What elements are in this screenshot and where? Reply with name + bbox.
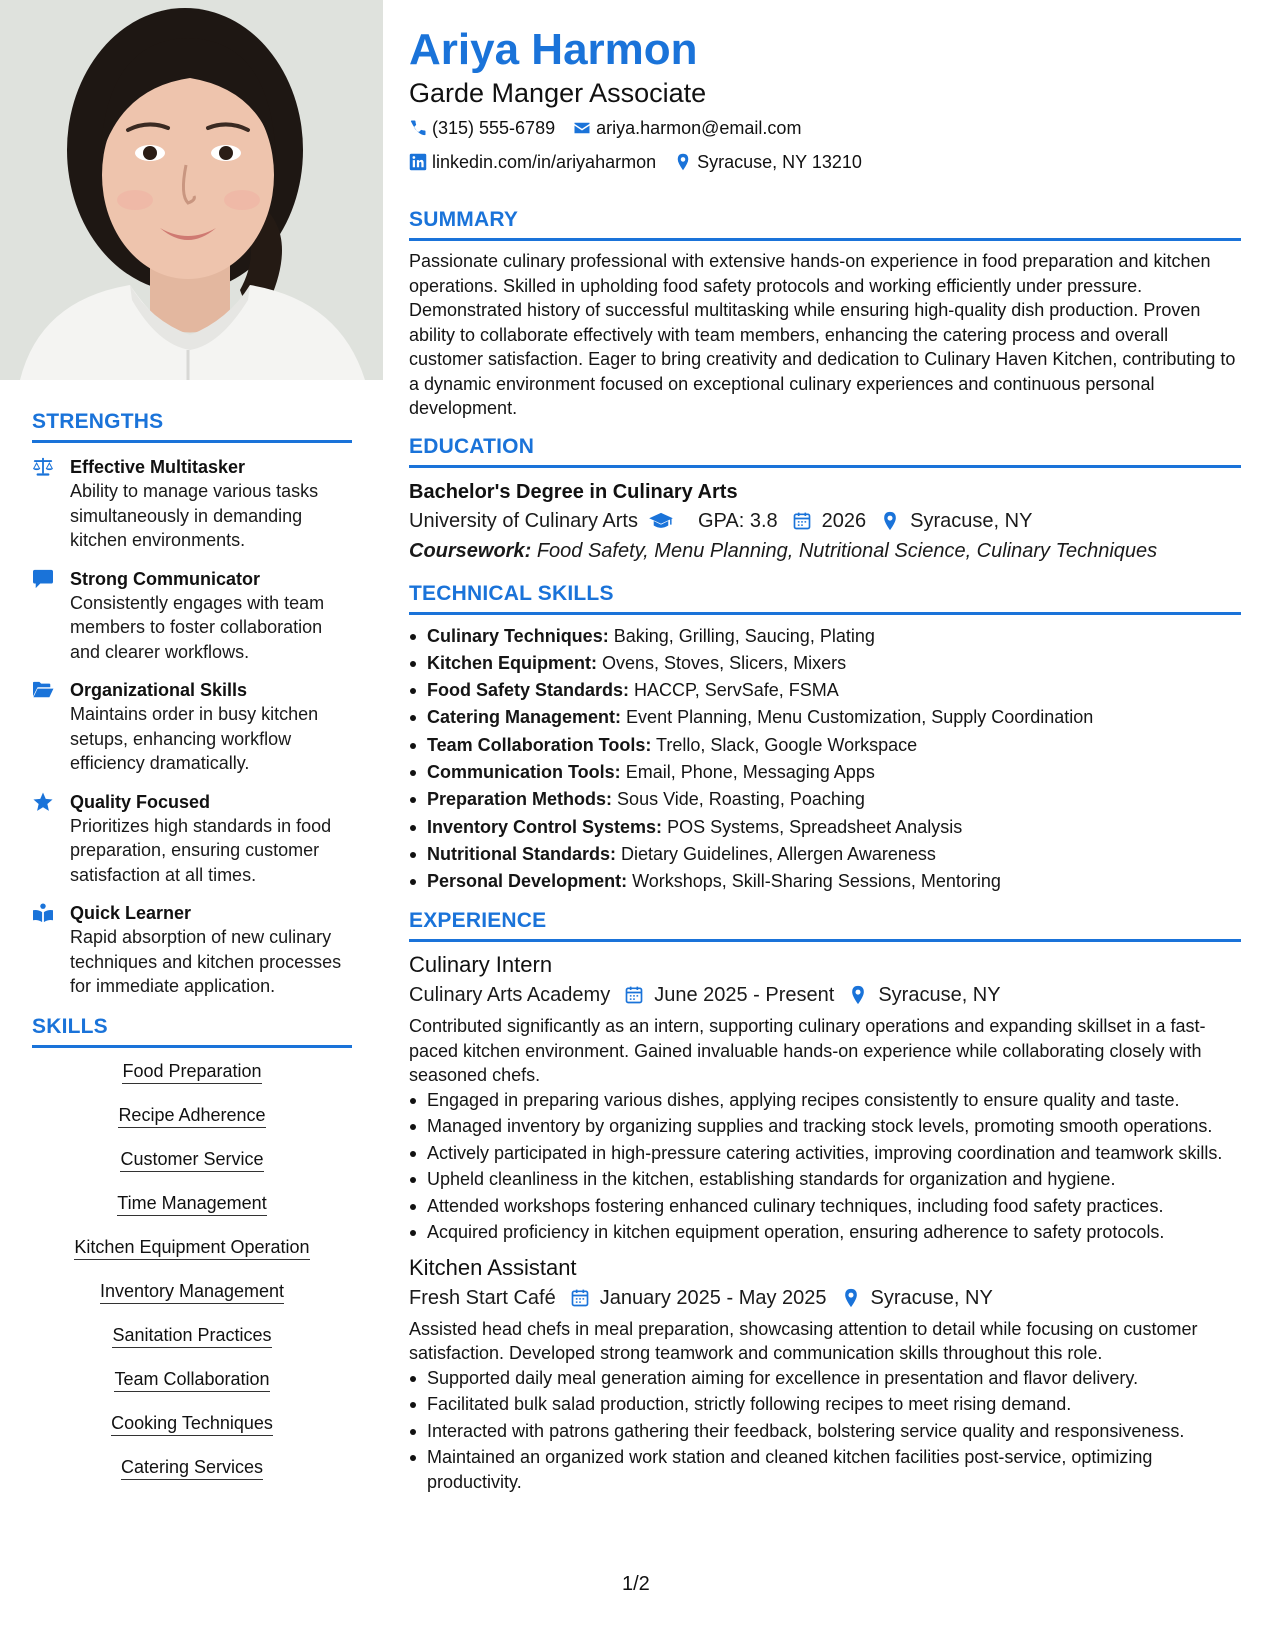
summary-heading: SUMMARY bbox=[409, 208, 1241, 241]
strengths-list bbox=[32, 455, 352, 999]
job-title: Culinary Intern bbox=[409, 952, 553, 978]
technical-skills-heading: TECHNICAL SKILLS bbox=[409, 582, 1241, 615]
education-meta bbox=[409, 506, 1241, 536]
location-text: Syracuse, NY 13210 bbox=[697, 152, 862, 172]
contact-row bbox=[409, 112, 1241, 144]
email-contact[interactable] bbox=[573, 112, 801, 144]
experience-heading: EXPERIENCE bbox=[409, 909, 1241, 942]
strength-title: Effective Multitasker bbox=[70, 457, 246, 477]
strength-desc: Rapid absorption of new culinary techniques and kitchen processes for immediate application. bbox=[70, 927, 342, 996]
strength-desc: Prioritizes high standards in food preparation, ensuring customer satisfaction at all times. bbox=[70, 815, 332, 885]
phone-text: (315) 555-6789 bbox=[432, 118, 556, 138]
strength-item bbox=[32, 455, 352, 553]
skills-heading: SKILLS bbox=[32, 1015, 352, 1048]
list-item: Supported daily meal generation aiming for excellence in presentation and flavor delivery. bbox=[409, 1366, 1241, 1391]
strength-item bbox=[32, 901, 352, 999]
list-item: Attended workshops fostering enhanced culinary techniques, including food safety practices. bbox=[409, 1194, 1241, 1219]
summary-section bbox=[409, 208, 1241, 421]
list-item: Maintained an organized work station and cleaned kitchen facilities post-service, optimizing productivity. bbox=[409, 1445, 1241, 1494]
location-pin-icon bbox=[841, 1288, 861, 1308]
skill-tag: Kitchen Equipment Operation bbox=[74, 1236, 309, 1260]
skill-tag: Customer Service bbox=[120, 1148, 263, 1172]
skill-tag: Cooking Techniques bbox=[111, 1412, 273, 1436]
contact-row bbox=[409, 146, 1241, 178]
company-name: Fresh Start Café bbox=[409, 1286, 556, 1309]
strength-item bbox=[32, 790, 352, 888]
job-description: Contributed significantly as an intern, supporting culinary operations and expanding skillset in a fast-paced kitchen environment. Gained invaluable hands-on experience while collaborating closely with seasoned chefs. bbox=[409, 1016, 1206, 1086]
list-item: Kitchen Equipment: Ovens, Stoves, Slicers, Mixers bbox=[409, 650, 1241, 677]
job-location: Syracuse, NY bbox=[848, 980, 1000, 1010]
skill-tag: Recipe Adherence bbox=[118, 1104, 265, 1128]
star-icon bbox=[32, 790, 70, 888]
scale-icon bbox=[32, 455, 70, 553]
strength-title: Quality Focused bbox=[70, 791, 211, 812]
list-item: Nutritional Standards: Dietary Guidelines, Allergen Awareness bbox=[409, 841, 1241, 868]
coursework: Coursework: Food Safety, Menu Planning, Nutritional Science, Culinary Techniques bbox=[409, 539, 1158, 562]
job-dates: January 2025 - May 2025 bbox=[570, 1283, 827, 1313]
skill-tag: Food Preparation bbox=[122, 1060, 261, 1084]
calendar-icon bbox=[792, 511, 812, 531]
strength-item bbox=[32, 678, 352, 776]
list-item: Communication Tools: Email, Phone, Messaging Apps bbox=[409, 759, 1241, 786]
linkedin-icon bbox=[409, 153, 427, 171]
list-item: Preparation Methods: Sous Vide, Roasting, Poaching bbox=[409, 786, 1241, 813]
list-item: Actively participated in high-pressure catering activities, improving coordination and teamwork skills. bbox=[409, 1141, 1241, 1166]
location-pin-icon bbox=[880, 511, 900, 531]
list-item: Engaged in preparing various dishes, applying recipes consistently to ensure quality and taste. bbox=[409, 1088, 1241, 1113]
skill-tag: Inventory Management bbox=[100, 1280, 284, 1304]
skills-list bbox=[32, 1060, 352, 1480]
job-entry bbox=[409, 950, 1241, 1245]
right-column bbox=[409, 24, 1241, 1496]
skill-tag: Team Collaboration bbox=[114, 1368, 269, 1392]
location-contact bbox=[674, 146, 862, 178]
list-item: Catering Management: Event Planning, Menu Customization, Supply Coordination bbox=[409, 704, 1241, 731]
phone-icon bbox=[409, 119, 427, 137]
profile-photo bbox=[0, 0, 383, 380]
candidate-name: Ariya Harmon bbox=[409, 25, 698, 74]
list-item: Facilitated bulk salad production, strictly following recipes to meet rising demand. bbox=[409, 1392, 1241, 1417]
linkedin-contact[interactable] bbox=[409, 146, 656, 178]
job-meta bbox=[409, 980, 1241, 1010]
technical-skills-list bbox=[409, 623, 1241, 896]
strength-desc: Consistently engages with team members to foster collaboration and clearer workflows. bbox=[70, 592, 325, 662]
list-item: Inventory Control Systems: POS Systems, Spreadsheet Analysis bbox=[409, 814, 1241, 841]
summary-text: Passionate culinary professional with extensive hands-on experience in food preparation and kitchen operations. Skilled in upholding food safety protocols and working efficiently under pressure. Demonstrated history of successful multitasking while ensuring high-quality dish production. Proven ability to collaborate effectively with team members, enhancing the catering process and overall customer satisfaction. Eager to bring creativity and dedication to Culinary Haven Kitchen, contributing to a dynamic environment focused on exceptional culinary experiences and continuous personal development. bbox=[409, 251, 1236, 418]
graduation-cap-icon bbox=[648, 511, 674, 531]
job-description: Assisted head chefs in meal preparation, showcasing attention to detail while focusing on customer satisfaction. Developed strong teamwork and communication skills throughout this role. bbox=[409, 1318, 1198, 1364]
skill-tag: Catering Services bbox=[121, 1456, 263, 1480]
job-bullets bbox=[409, 1366, 1241, 1495]
strength-title: Quick Learner bbox=[70, 903, 192, 923]
strength-title: Strong Communicator bbox=[70, 568, 261, 589]
list-item: Personal Development: Workshops, Skill-Sharing Sessions, Mentoring bbox=[409, 868, 1241, 895]
left-column bbox=[32, 410, 352, 1500]
calendar-icon bbox=[624, 985, 644, 1005]
job-title: Kitchen Assistant bbox=[409, 1254, 577, 1280]
list-item: Managed inventory by organizing supplies and tracking stock levels, promoting smooth operations. bbox=[409, 1114, 1241, 1139]
portrait-illustration bbox=[0, 0, 383, 380]
reader-icon bbox=[32, 901, 70, 999]
strength-desc: Maintains order in busy kitchen setups, enhancing workflow efficiency dramatically. bbox=[70, 704, 319, 773]
strength-desc: Ability to manage various tasks simultaneously in demanding kitchen environments. bbox=[70, 481, 319, 550]
skill-tag: Sanitation Practices bbox=[112, 1324, 271, 1348]
job-bullets bbox=[409, 1088, 1241, 1245]
list-item: Upheld cleanliness in the kitchen, establishing standards for organization and hygiene. bbox=[409, 1167, 1241, 1192]
candidate-role: Garde Manger Associate bbox=[409, 78, 707, 108]
list-item: Acquired proficiency in kitchen equipment operation, ensuring adherence to safety protocols. bbox=[409, 1220, 1241, 1245]
job-dates: June 2025 - Present bbox=[624, 980, 834, 1010]
location-pin-icon bbox=[674, 153, 692, 171]
page-number: 1/2 bbox=[622, 1573, 650, 1595]
job-meta bbox=[409, 1283, 1241, 1313]
list-item: Interacted with patrons gathering their feedback, bolstering service quality and responsiveness. bbox=[409, 1419, 1241, 1444]
education-section bbox=[409, 435, 1241, 566]
graduation-year: 2026 bbox=[792, 506, 867, 536]
chat-icon bbox=[32, 567, 70, 665]
phone-contact[interactable] bbox=[409, 112, 555, 144]
skill-tag: Time Management bbox=[117, 1192, 266, 1216]
degree-title: Bachelor's Degree in Culinary Arts bbox=[409, 480, 738, 503]
job-entry bbox=[409, 1253, 1241, 1495]
school-name: University of Culinary Arts bbox=[409, 506, 684, 536]
company-name: Culinary Arts Academy bbox=[409, 984, 611, 1007]
calendar-icon bbox=[570, 1288, 590, 1308]
gpa: GPA: 3.8 bbox=[697, 509, 778, 532]
job-location: Syracuse, NY bbox=[841, 1283, 993, 1313]
email-text: ariya.harmon@email.com bbox=[596, 118, 802, 138]
education-heading: EDUCATION bbox=[409, 435, 1241, 468]
list-item: Food Safety Standards: HACCP, ServSafe, FSMA bbox=[409, 677, 1241, 704]
linkedin-text: linkedin.com/in/ariyaharmon bbox=[432, 152, 657, 172]
email-icon bbox=[573, 119, 591, 137]
strength-title: Organizational Skills bbox=[70, 680, 248, 700]
strength-item bbox=[32, 567, 352, 665]
list-item: Team Collaboration Tools: Trello, Slack, Google Workspace bbox=[409, 732, 1241, 759]
strengths-heading: STRENGTHS bbox=[32, 410, 352, 443]
experience-section bbox=[409, 909, 1241, 1494]
technical-skills-section bbox=[409, 582, 1241, 896]
location-pin-icon bbox=[848, 985, 868, 1005]
folder-icon bbox=[32, 678, 70, 776]
education-location: Syracuse, NY bbox=[880, 506, 1032, 536]
list-item: Culinary Techniques: Baking, Grilling, Saucing, Plating bbox=[409, 623, 1241, 650]
